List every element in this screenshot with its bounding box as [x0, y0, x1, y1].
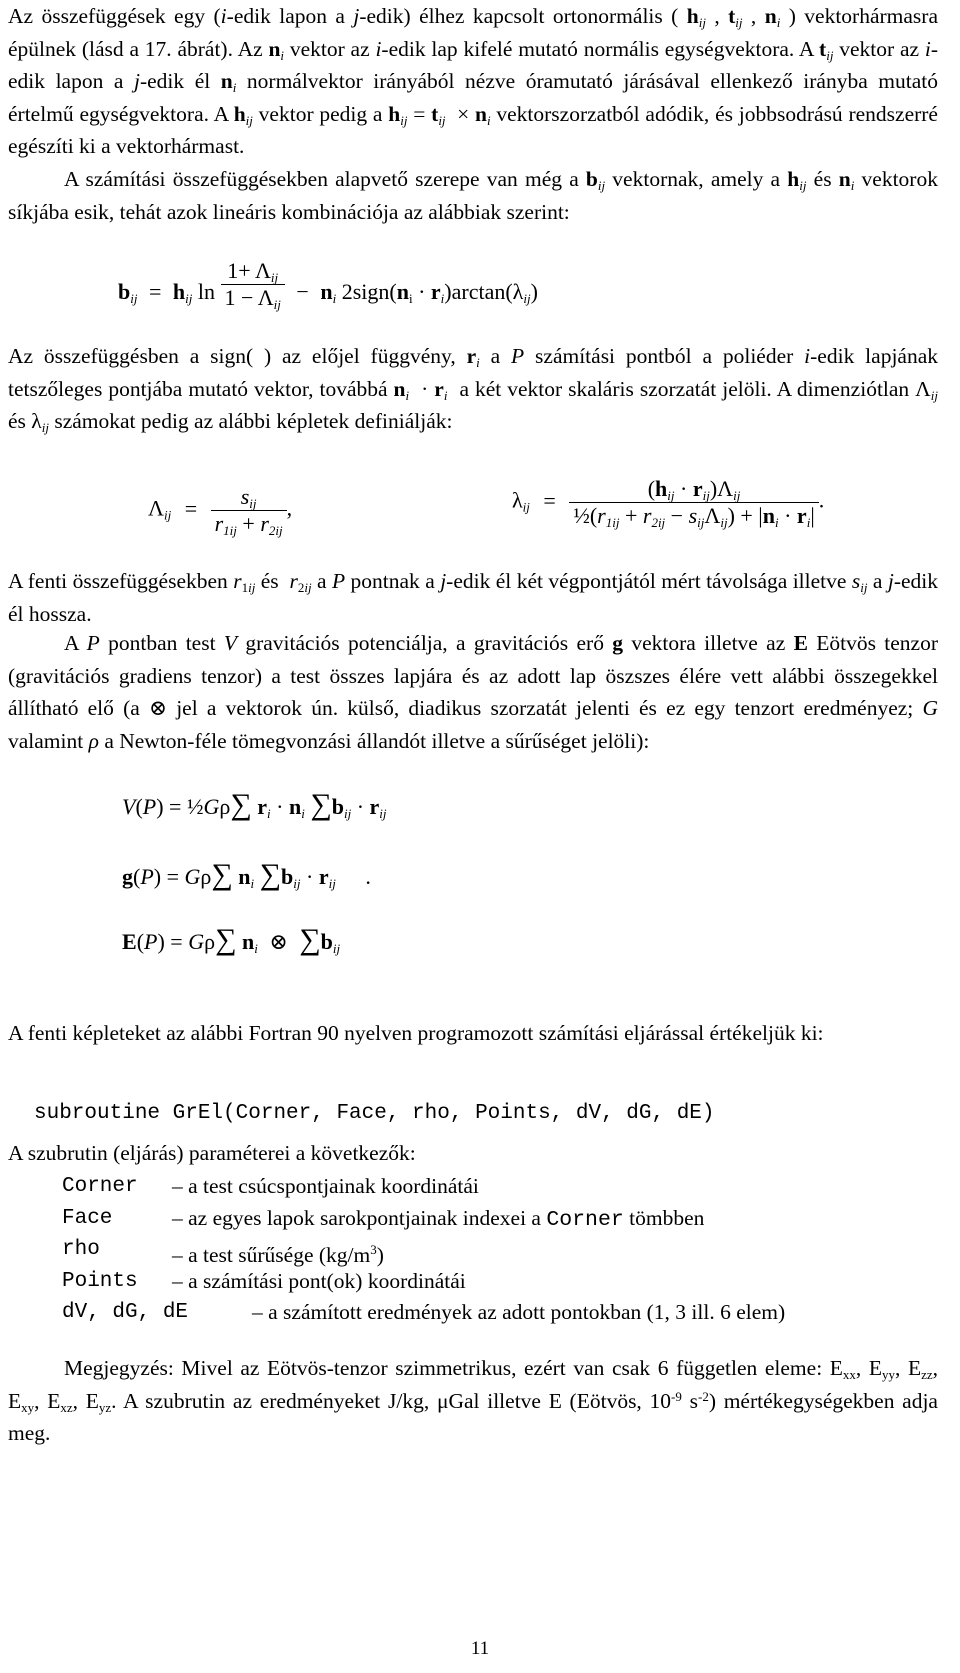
param-desc: – a test csúcspontjainak koordinátái: [172, 1174, 479, 1198]
param-name: Face: [62, 1206, 113, 1230]
page-number: 11: [470, 1638, 490, 1659]
equation-potential: V(P) = ½Gρ∑ $r_i \cdot n_i$ $\sum b_{ij} \cdot r_{ij}$: [122, 788, 387, 821]
paragraph-vector-triad: Az összefüggések egy (i-edik lapon a j-edik) élhez kapcsolt ortonormális ( $h_{ij}$ , $t_{ij}$ , $n_i$ ) vektorhármasra épülnek (lásd a 17. ábrát). Az $n_i$ vektor az i-edik lap kifelé mutató normális egységvektora. A $t_{ij}$ vektor az i-edik lapon a j-edik él $n_i$ normálvektor irányából nézve óramutató járásával ellenkező irányba mutató értelmű egységvektora. A $h_{ij}$ vektor pedig a $h_{ij} = t_{ij} \times n_i$ vektorszorzatból adódik, és jobbsodrású rendszerré egészíti ki a vektorhármast.: [8, 4, 938, 158]
equation-lambda: $\lambda_{ij}$ = $\frac{(h_{ij} \cdot r_{ij})\Lambda_{ij}}{\frac{1}{2}(r_{1ij} + r_{2ij} - s_{ij}\Lambda_{ij}) + |n_i \cdot r_i|}$ .: [512, 476, 825, 530]
paragraph-gravity-sums: A P pontban test V gravitációs potenciálja, a gravitációs erő g vektora illetve az E Eötvös tenzor (gravitációs gradiens tenzor) a test összes lapjára és az adott lap öszszes élére vett alábbi összegekkel állítható elő (a ⊗ jel a vektorok ún. külső, diadikus szorzatát jelenti és ez egy tenzort eredményez; G valamint ρ a Newton-féle tömegvonzási állandót illetve a sűrűséget jelöli):: [8, 631, 938, 753]
equation-b-ij: $b_{ij} = h_{ij}$ ln $\frac{1+ \Lambda_{ij}}{1 - \Lambda_{ij}}$ − $n_i$ $2sign(n_i \cdot r_i)\arctan(\lambda_{ij})$: [118, 258, 538, 312]
param-desc: – az egyes lapok sarokpontjainak indexei a Corner tömbben: [172, 1205, 705, 1232]
param-row: [62, 1266, 942, 1298]
parameter-list: [62, 1171, 942, 1329]
equation-Lambda: $\Lambda_{ij}$ = $\frac{s_{ij}}{r_{1ij} + r_{2ij}}$ ,: [148, 484, 293, 538]
equation-eotvos: E(P) = Gρ∑ $n_i$ ⊗ $\sum b_{ij}$: [122, 923, 341, 956]
param-name: Corner: [62, 1175, 138, 1198]
paragraph-distances: A fenti összefüggésekben $r_{1ij}$ és $r_{2ij}$ a P pontnak a j-edik él két végpontjától mért távolsága illetve $s_{ij}$ a j-edik él hossza.: [8, 569, 938, 626]
param-desc: – a számítási pont(ok) koordinátái: [172, 1268, 466, 1293]
paragraph-b-vector: A számítási összefüggésekben alapvető szerepe van még a $b_{ij}$ vektornak, amely a $h_{ij}$ és $n_i$ vektorok síkjába esik, tehát azok lineáris kombinációja az alábbiak szerint:: [8, 167, 938, 224]
param-desc: – a test sűrűsége $(kg/m^3)$: [172, 1242, 384, 1268]
paragraph-fortran-intro: A fenti képleteket az alábbi Fortran 90 nyelven programozott számítási eljárással értékeljük ki:: [8, 1021, 824, 1045]
equation-gravity: g(P) = Gρ∑ $n_i$ $\sum b_{ij} \cdot r_{ij}$ .: [122, 858, 371, 891]
param-row: [62, 1234, 942, 1266]
param-row: [62, 1297, 942, 1329]
param-desc: – a számított eredmények az adott pontokban (1, 3 ill. 6 elem): [252, 1300, 786, 1324]
paragraph-sign-function: Az összefüggésben a sign( ) az előjel függvény, $r_i$ a P számítási pontból a poliéder i-edik lapjának tetszőleges pontjába mutató vektor, továbbá $n_i \cdot r_i$ a két vektor skaláris szorzatát jelöli. A dimenziótlan $\Lambda_{ij}$ és $\lambda_{ij}$ számokat pedig az alábbi képletek definiálják:: [8, 344, 938, 435]
param-row: [62, 1171, 942, 1203]
param-name: dV, dG, dE: [62, 1301, 189, 1324]
params-intro: A szubrutin (eljárás) paraméterei a következők:: [8, 1141, 416, 1165]
note-paragraph: Megjegyzés: Mivel az Eötvös-tenzor szimmetrikus, ezért van csak 6 független eleme: $E_{xx}$, $E_{yy}$, $E_{zz}$, $E_{xy}$, $E_{xz}$, $E_{yz}$. A szubrutin az eredményeket J/kg, μGal illetve E (Eötvös, $10^{-9}$ $s^{-2}$) mértékegységekben adja meg.: [8, 1356, 938, 1445]
param-name: Points: [62, 1269, 138, 1293]
param-row: [62, 1203, 942, 1235]
param-name: rho: [62, 1238, 100, 1261]
subroutine-signature: subroutine GrEl(Corner, Face, rho, Points, dV, dG, dE): [34, 1102, 715, 1125]
